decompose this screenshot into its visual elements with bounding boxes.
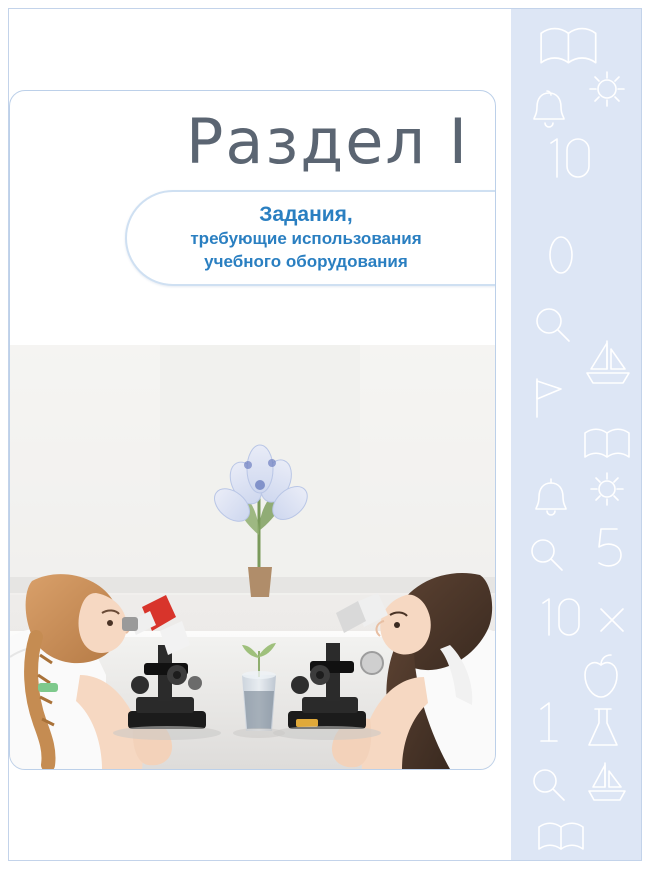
pennant-icon	[537, 379, 561, 417]
number-10-icon	[551, 139, 589, 177]
magnifier-icon	[532, 540, 562, 570]
apple-icon	[585, 655, 617, 697]
subtitle-line-1: Задания,	[259, 202, 353, 226]
number-1-icon	[541, 703, 557, 741]
sailboat-icon	[587, 341, 629, 383]
title-zone	[10, 91, 495, 299]
side-band-icons	[511, 9, 641, 860]
bell-icon	[536, 479, 566, 515]
bell-icon	[534, 91, 564, 127]
book-icon	[585, 429, 629, 457]
magnifier-icon	[534, 770, 564, 800]
decorative-side-band	[511, 9, 641, 860]
subtitle-line-3: учебного оборудования	[204, 252, 408, 272]
photo-illustration	[10, 345, 496, 769]
subtitle-banner	[125, 190, 496, 286]
sun-icon	[591, 473, 623, 505]
magnifier-icon	[537, 309, 569, 341]
book-icon	[541, 29, 596, 63]
book-icon	[539, 823, 583, 849]
page-title: Раздел I	[186, 105, 469, 178]
section-card	[9, 90, 496, 770]
sun-icon	[590, 72, 624, 106]
section-photo	[10, 345, 496, 769]
plus-icon	[601, 609, 623, 631]
subtitle-line-2: требующие использования	[190, 229, 422, 249]
sailboat-icon	[589, 763, 625, 800]
number-10-icon	[543, 599, 579, 635]
number-5-icon	[599, 529, 621, 566]
flask-icon	[589, 709, 617, 745]
number-0-icon	[550, 237, 572, 273]
